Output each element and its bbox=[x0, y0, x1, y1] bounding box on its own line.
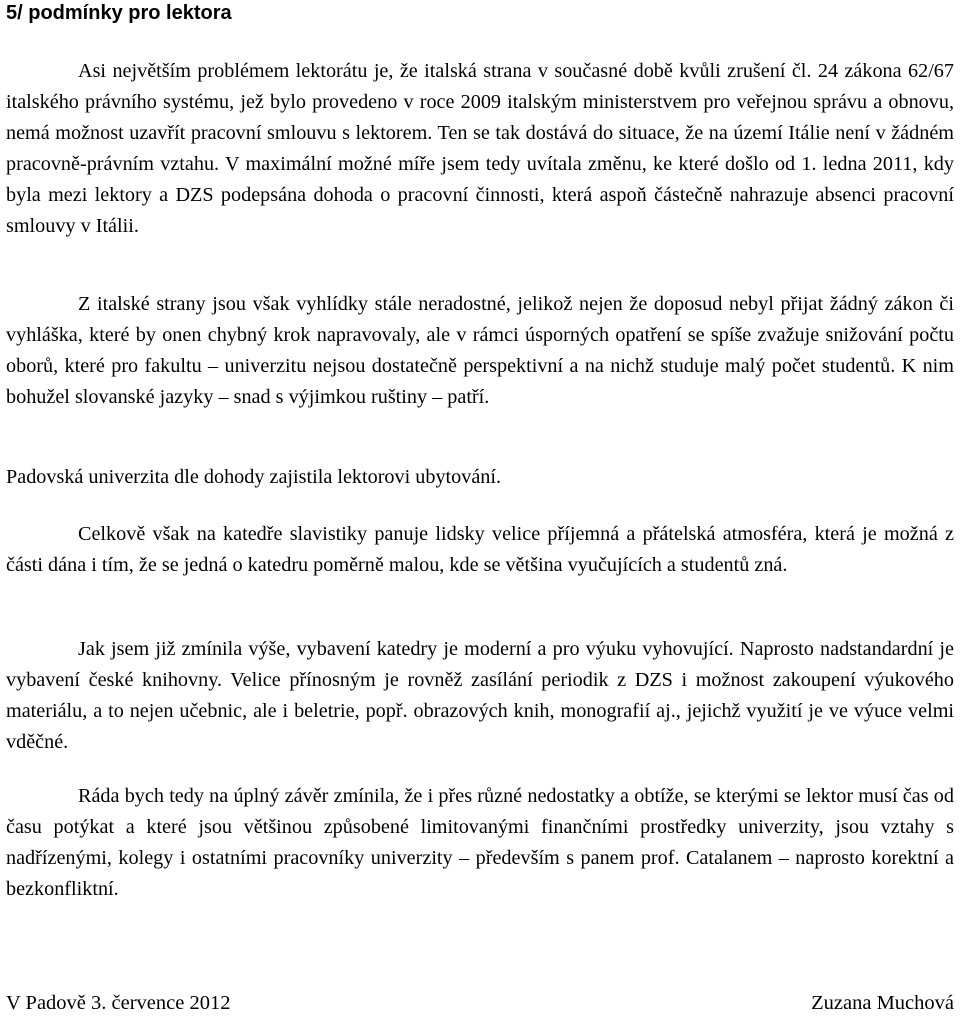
paragraph-italian-outlook: Z italské strany jsou však vyhlídky stále neradostné, jelikož nejen že doposud nebyl přijat žádný zákon či vyhláška, které by onen chybný krok napravovaly, ale v rámci úsporných opatření se spíše zvažuje snižování počtu oborů, které pro fakultu – univerzitu nejsou dostatečně perspektivní a na nichž studuje malý počet studentů. K nim bohužel slovanské jazyky – snad s výjimkou ruštiny – patří. bbox=[6, 293, 954, 408]
signature-author: Zuzana Muchová bbox=[811, 992, 954, 1014]
section-heading: 5/ podmínky pro lektora bbox=[6, 2, 232, 24]
paragraph-conclusion: Ráda bych tedy na úplný závěr zmínila, že i přes různé nedostatky a obtíže, se kterými se lektor musí čas od času potýkat a které jsou většinou způsobené limitovanými finančními prostředky univerzity, jsou vztahy s nadřízenými, kolegy i ostatními pracovníky univerzity – především s panem prof. Catalanem – naprosto korektní a bezkonfliktní. bbox=[6, 785, 954, 900]
signature-place-date: V Padově 3. července 2012 bbox=[6, 992, 231, 1014]
paragraph-lector-contract: Asi největším problémem lektorátu je, že italská strana v současné době kvůli zrušení čl. 24 zákona 62/67 italského právního systému, jež bylo provedeno v roce 2009 italským ministerstvem pro veřejnou správu a obnovu, nemá možnost uzavřít pracovní smlouvu s lektorem. Ten se tak dostává do situace, že na území Itálie není v žádném pracovně-právním vztahu. V maximální možné míře jsem tedy uvítala změnu, ke které došlo od 1. ledna 2011, kdy byla mezi lektory a DZS podepsána dohoda o pracovní činnosti, která aspoň částečně nahrazuje absenci pracovní smlouvy v Itálii. bbox=[6, 60, 954, 237]
paragraph-department-atmosphere: Celkově však na katedře slavistiky panuje lidsky velice příjemná a přátelská atmosféra, která je možná z části dána i tím, že se jedná o katedru poměrně malou, kde se většina vyučujících a studentů zná. bbox=[6, 523, 954, 576]
paragraph-department-equipment: Jak jsem již zmínila výše, vybavení katedry je moderní a pro výuku vyhovující. Naprosto nadstandardní je vybavení české knihovny. Velice přínosným je rovněž zasílání periodik z DZS i možnost zakoupení výukového materiálu, a to nejen učebnic, ale i beletrie, popř. obrazových knih, monografií aj., jejichž využití je ve výuce velmi vděčné. bbox=[6, 638, 954, 753]
paragraph-accommodation: Padovská univerzita dle dohody zajistila lektorovi ubytování. bbox=[6, 466, 502, 488]
